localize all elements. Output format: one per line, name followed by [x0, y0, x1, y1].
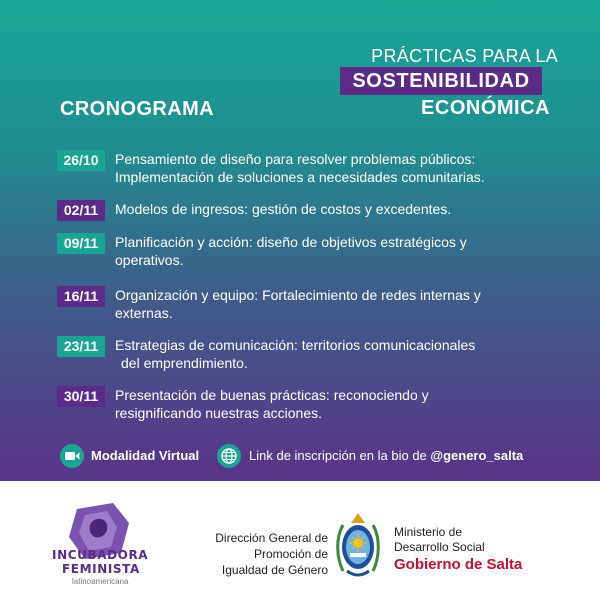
schedule-description — [115, 286, 580, 322]
description-line: Organización y equipo: Fortalecimiento de redes internas y — [115, 287, 481, 303]
description-line: Estrategias de comunicación: territorios comunicacionales — [115, 337, 476, 353]
schedule-date: 30/11 — [57, 386, 105, 407]
schedule-description — [115, 336, 580, 372]
description-line: Modelos de ingresos: gestión de costos y excedentes. — [115, 201, 452, 217]
globe-icon — [217, 444, 241, 468]
link-text: Link de inscripción en la bio de — [249, 448, 427, 463]
incubadora-name-1: INCUBADORA — [52, 548, 149, 562]
direccion-line: Igualdad de Género — [221, 563, 328, 577]
info-row — [57, 444, 577, 468]
schedule-date: 23/11 — [57, 336, 105, 357]
inscription-link-text — [249, 448, 523, 463]
schedule-description — [115, 386, 580, 422]
header-line-3: ECONÓMICA — [421, 97, 550, 119]
video-camera-icon — [60, 444, 84, 468]
ministerio-line: Ministerio de — [394, 525, 463, 539]
modality-text: Modalidad Virtual — [91, 448, 200, 463]
description-line: resignificando nuestras acciones. — [115, 405, 323, 421]
incubadora-name-3: latinoamericana — [72, 577, 129, 586]
incubadora-name-2: FEMINISTA — [62, 562, 140, 576]
header-highlight: SOSTENIBILIDAD — [340, 67, 542, 95]
direccion-line: Promoción de — [253, 547, 328, 561]
description-line: del emprendimiento. — [121, 355, 248, 371]
ministerio-text — [394, 525, 485, 555]
modality-label — [91, 448, 199, 463]
description-line: Implementación de soluciones a necesidades comunitarias. — [115, 169, 485, 185]
direccion-text — [215, 530, 328, 578]
header-line-1: PRÁCTICAS PARA LA — [371, 46, 558, 66]
description-line: operativos. — [115, 252, 184, 268]
logo-footer — [0, 481, 600, 600]
schedule-date: 16/11 — [57, 286, 105, 307]
schedule-description — [115, 200, 580, 218]
description-line: Presentación de buenas prácticas: reconociendo y — [115, 387, 429, 403]
description-line: Planificación y acción: diseño de objetivos estratégicos y — [115, 234, 467, 250]
schedule-description — [115, 150, 580, 186]
direccion-line: Dirección General de — [215, 531, 328, 545]
salta-coat-of-arms — [333, 509, 383, 583]
section-title: CRONOGRAMA — [60, 98, 214, 120]
description-line: Pensamiento de diseño para resolver problemas públicos: — [115, 151, 476, 167]
schedule-date: 09/11 — [57, 233, 105, 254]
instagram-handle[interactable]: @genero_salta — [430, 448, 524, 463]
schedule-date: 26/10 — [57, 150, 105, 171]
ministerio-line: Desarrollo Social — [394, 540, 485, 554]
gobierno-salta-text: Gobierno de Salta — [394, 556, 523, 573]
description-line: externas. — [115, 305, 173, 321]
schedule-date: 02/11 — [57, 200, 105, 221]
schedule-description — [115, 233, 580, 269]
